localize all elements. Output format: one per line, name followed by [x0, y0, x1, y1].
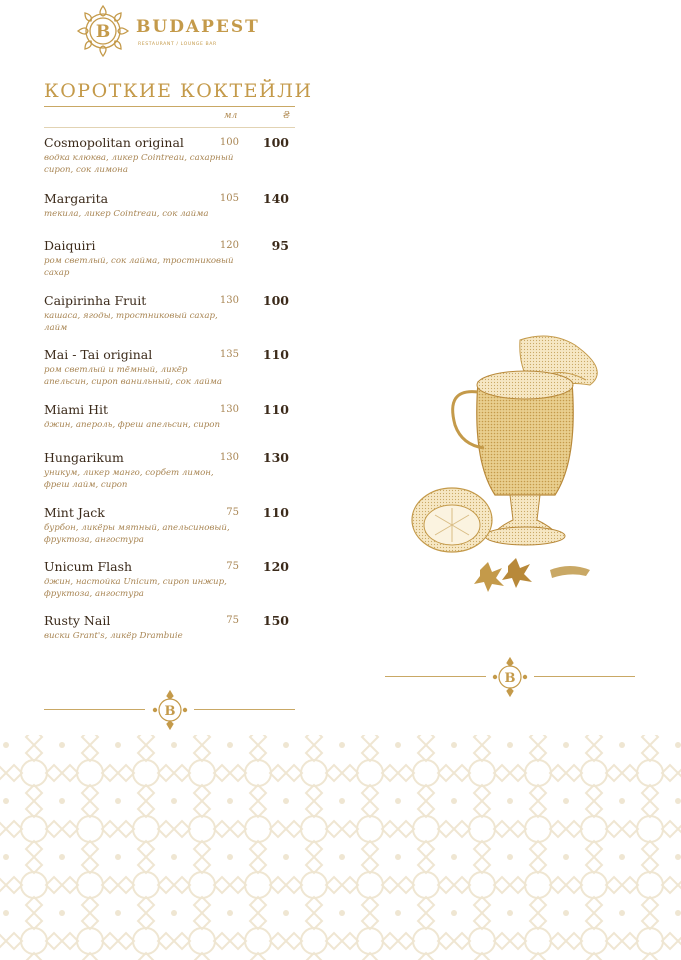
item-volume: 75	[226, 507, 239, 518]
item-description: джин, апероль, фреш апельсин, сироп	[44, 420, 221, 430]
column-header-price: ₴	[283, 111, 291, 121]
item-price: 110	[262, 505, 289, 520]
item-price: 150	[262, 613, 289, 628]
item-volume: 120	[219, 240, 239, 251]
divider-letter: B	[504, 671, 516, 686]
monogram-medallion-icon	[74, 2, 132, 60]
title-rule	[44, 106, 295, 107]
column-header-volume: мл	[224, 111, 238, 121]
divider-line	[534, 676, 635, 677]
item-price: 140	[262, 191, 289, 206]
brand-logo	[74, 2, 274, 60]
item-volume: 135	[219, 349, 239, 360]
monogram-divider-icon	[488, 655, 532, 699]
item-name: Caipirinha Fruit	[44, 293, 147, 308]
item-price: 110	[262, 347, 289, 362]
item-volume: 75	[226, 615, 239, 626]
item-name: Daiquiri	[44, 238, 96, 253]
item-description: бурбон, ликёры мятный, апельсиновый, фруктоза, ангостура	[44, 523, 230, 545]
divider-letter: B	[164, 704, 176, 719]
item-name: Margarita	[44, 191, 109, 206]
item-name: Miami Hit	[44, 402, 108, 417]
item-description: текила, ликер Cointreau, сок лайма	[44, 209, 209, 219]
item-volume: 105	[219, 193, 239, 204]
brand-name: BUDAPEST	[136, 17, 260, 37]
item-description: ром светлый и тёмный, ликёр апельсин, сироп ванильный, сок лайма	[44, 365, 223, 387]
item-volume: 130	[219, 295, 239, 306]
item-name: Rusty Nail	[44, 613, 111, 628]
divider-line	[44, 709, 145, 710]
item-name: Mint Jack	[44, 505, 105, 520]
item-name: Cosmopolitan original	[44, 135, 184, 150]
item-name: Hungarikum	[44, 450, 124, 465]
item-description: водка клюква, ликер Cointreau, сахарный сироп, сок лимона	[44, 153, 234, 175]
left-monogram-divider	[44, 699, 295, 721]
item-price: 95	[271, 238, 289, 253]
column-rule	[44, 127, 295, 128]
item-name: Mai - Tai original	[44, 347, 153, 362]
section-title: КОРОТКИЕ КОКТЕЙЛИ	[44, 80, 313, 102]
item-price: 100	[262, 135, 289, 150]
irish-coffee-glass-icon	[400, 330, 615, 595]
item-price: 110	[262, 402, 289, 417]
item-name: Unicum Flash	[44, 559, 133, 574]
item-price: 120	[262, 559, 289, 574]
item-description: ром светлый, сок лайма, тростниковый сахар	[44, 256, 234, 278]
item-description: уникум, ликер манго, сорбет лимон, фреш лайм, сироп	[44, 468, 214, 490]
divider-line	[385, 676, 486, 677]
item-volume: 130	[219, 404, 239, 415]
item-price: 100	[262, 293, 289, 308]
item-description: виски Grant's, ликёр Drambuie	[44, 631, 183, 641]
decorative-lattice-pattern	[0, 735, 681, 960]
monogram-letter: B	[95, 22, 111, 42]
item-description: кашаса, ягоды, тростниковый сахар, лайм	[44, 311, 218, 333]
divider-line	[194, 709, 295, 710]
right-monogram-divider	[385, 666, 635, 688]
item-volume: 75	[226, 561, 239, 572]
item-description: джин, настойка Unicum, сироп инжир, фруктоза, ангостура	[44, 577, 227, 599]
brand-tagline: RESTAURANT / LOUNGE BAR	[138, 42, 217, 47]
monogram-divider-icon	[148, 688, 192, 732]
item-volume: 100	[219, 137, 239, 148]
item-price: 130	[262, 450, 289, 465]
item-volume: 130	[219, 452, 239, 463]
